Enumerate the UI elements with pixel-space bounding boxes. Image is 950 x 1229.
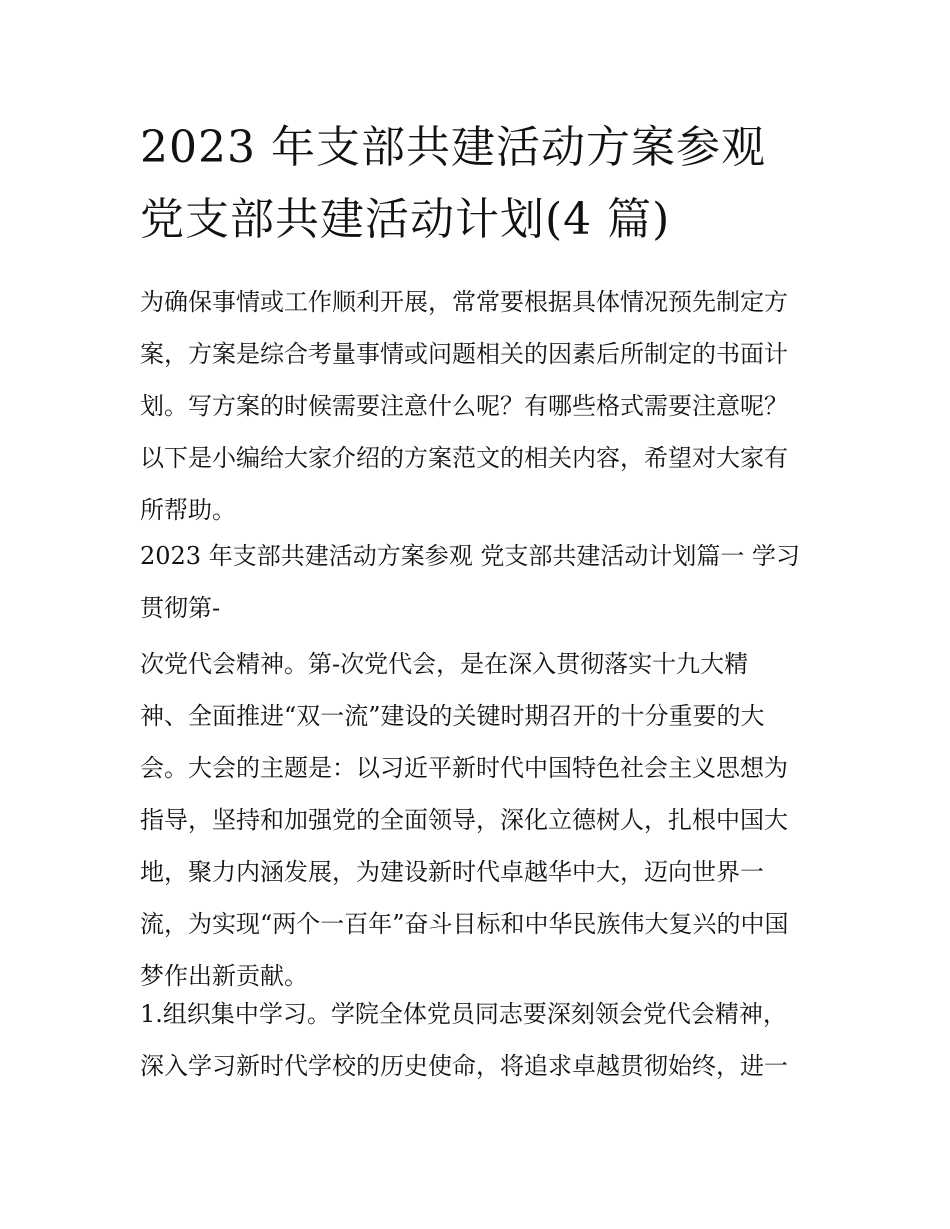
- section-heading-line-1: 2023 年支部共建活动方案参观 党支部共建活动计划篇一 学习: [140, 542, 800, 570]
- list-item-line-1: 1.组织集中学习。学院全体党员同志要深刻领会党代会精神，: [140, 1000, 787, 1028]
- section-body-line-3: 会。大会的主题是：以习近平新时代中国特色社会主义思想为: [140, 754, 788, 782]
- intro-line-1: 为确保事情或工作顺利开展，常常要根据具体情况预先制定方: [140, 288, 788, 316]
- intro-line-2: 案，方案是综合考量事情或问题相关的因素后所制定的书面计: [140, 340, 788, 368]
- list-item-paragraph: [140, 988, 830, 1092]
- section-heading: [140, 530, 830, 634]
- intro-line-4: 以下是小编给大家介绍的方案范文的相关内容，希望对大家有: [140, 444, 788, 472]
- title-line-1: 2023 年支部共建活动方案参观: [140, 122, 766, 173]
- section-body-line-1: 次党代会精神。第-次党代会，是在深入贯彻落实十九大精: [140, 650, 749, 678]
- section-body-line-5: 地，聚力内涵发展，为建设新时代卓越华中大，迈向世界一: [140, 858, 764, 886]
- section-body-line-6: 流，为实现“两个一百年”奋斗目标和中华民族伟大复兴的中国: [140, 910, 789, 938]
- list-item-line-2: 深入学习新时代学校的历史使命，将追求卓越贯彻始终，进一: [140, 1052, 788, 1080]
- section-body-paragraph: [140, 638, 830, 1002]
- document-title: [140, 112, 830, 256]
- title-line-2: 党支部共建活动计划(4 篇): [140, 194, 671, 245]
- section-body-line-2: 神、全面推进“双一流”建设的关键时期召开的十分重要的大: [140, 702, 765, 730]
- intro-line-3: 划。写方案的时候需要注意什么呢？有哪些格式需要注意呢？: [140, 392, 788, 420]
- intro-line-5: 所帮助。: [140, 496, 236, 524]
- section-body-line-7: 梦作出新贡献。: [140, 962, 308, 990]
- section-body-line-4: 指导，坚持和加强党的全面领导，深化立德树人，扎根中国大: [140, 806, 788, 834]
- section-heading-line-2: 贯彻第-: [140, 594, 221, 622]
- intro-paragraph: [140, 276, 830, 536]
